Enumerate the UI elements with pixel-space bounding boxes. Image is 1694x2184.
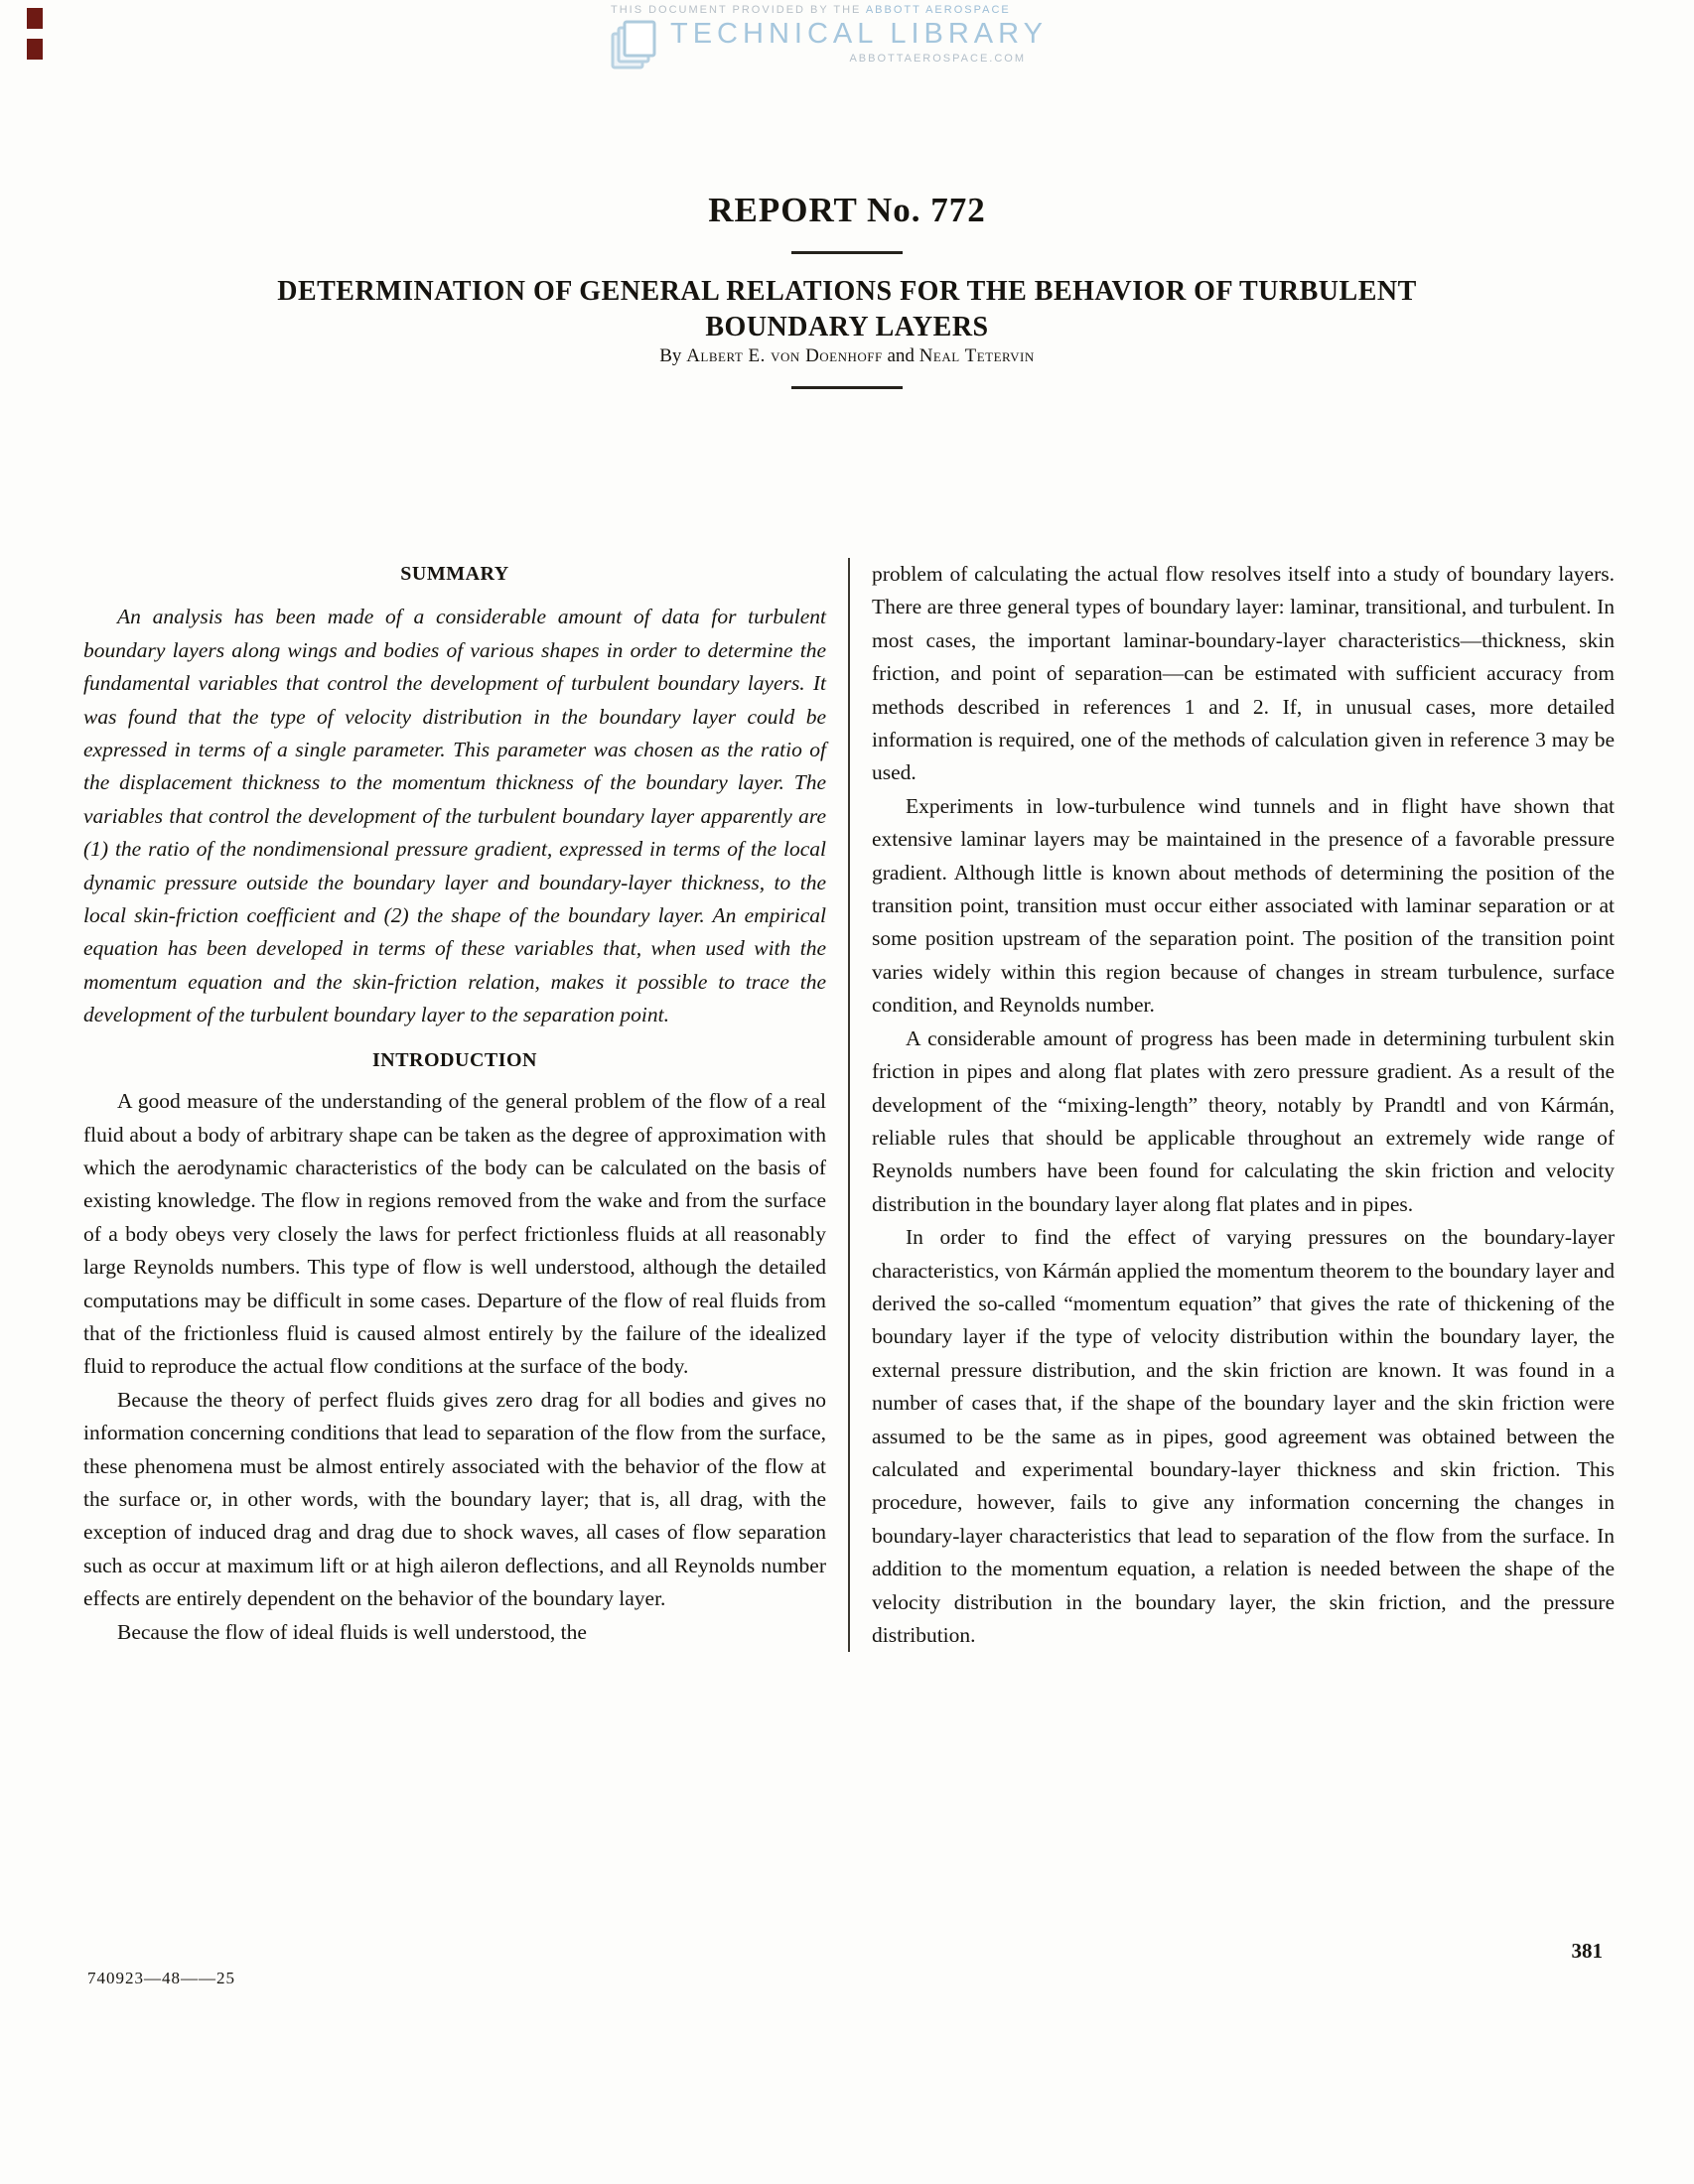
logo-provided-prefix: THIS DOCUMENT PROVIDED BY THE <box>611 4 862 16</box>
body-columns <box>83 558 1615 1652</box>
body-paragraph: In order to find the effect of varying pressures on the boundary-layer characteristics, von Kármán applied the momentum theorem to the boundary layer and derived the so-called “momentum equation” that gives the rate of thickening of the boundary layer if the type of velocity distribution within the boundary layer, the external pressure distribution, and the skin friction are known. It was found in a number of cases that, if the shape of the boundary layer and the skin friction were assumed to be the same as in pipes, good agreement was obtained between the calculated and experimental boundary-layer thickness and skin friction. This procedure, however, fails to give any information concerning the changes in boundary-layer characteristics that lead to separation of the flow from the surface. In addition to the momentum equation, a relation is needed between the shape of the velocity distribution in the boundary layer, the skin friction, and the pressure distribution. <box>872 1225 1615 1647</box>
report-number: REPORT No. 772 <box>708 191 986 229</box>
left-column <box>83 558 826 1652</box>
scan-artifact <box>27 8 43 29</box>
author-1: Albert E. von Doenhoff <box>686 345 883 366</box>
body-paragraph: Experiments in low-turbulence wind tunnels and in flight have shown that extensive laminar layers may be maintained in the presence of a favorable pressure gradient. Although little is known about methods of determining the position of the transition point, transition must occur either associated with laminar separation or at some position upstream of the separation point. The position of the transition point varies widely within this region because of changes in stream turbulence, surface condition, and Reynolds number. <box>872 793 1615 1018</box>
column-divider-rule <box>848 558 850 1652</box>
title-rule-bottom <box>791 386 903 389</box>
report-title: DETERMINATION OF GENERAL RELATIONS FOR THE BEHAVIOR OF TURBULENT BOUNDARY LAYERS <box>277 276 1417 342</box>
logo-website: ABBOTTAEROSPACE.COM <box>849 53 1026 65</box>
byline-conjunction: and <box>887 345 915 366</box>
summary-heading: SUMMARY <box>400 563 509 585</box>
right-column <box>872 558 1615 1652</box>
document-stack-icon <box>609 20 660 76</box>
scan-artifact <box>27 39 43 60</box>
summary-paragraph: An analysis has been made of a considerable amount of data for turbulent boundary layers along wings and bodies of various shapes in order to determine the fundamental variables that control the development of turbulent boundary layers. It was found that the type of velocity distribution in the boundary layer could be expressed in terms of a single parameter. This parameter was chosen as the ratio of the displacement thickness to the momentum thickness of the boundary layer. The variables that control the development of the turbulent boundary layer apparently are (1) the ratio of the nondimensional pressure gradient, expressed in terms of the local dynamic pressure outside the boundary layer and boundary-layer thickness, to the local skin-friction coefficient and (2) the shape of the boundary layer. An empirical equation has been developed in terms of these variables that, when used with the momentum equation and the skin-friction relation, makes it possible to trace the development of the turbulent boundary layer to the separation point. <box>83 605 826 1027</box>
introduction-heading: INTRODUCTION <box>371 1048 538 1071</box>
logo-library-title: TECHNICAL LIBRARY <box>670 18 1048 50</box>
body-paragraph: A good measure of the understanding of the general problem of the flow of a real fluid about a body of arbitrary shape can be taken as the degree of approximation with which the aerodynamic characteristics of the body can be calculated on the basis of existing knowledge. The flow in regions removed from the wake and from the surface of a body obeys very closely the laws for perfect frictionless fluids at all reasonably large Reynolds numbers. This type of flow is well understood, although the detailed computations may be difficult in some cases. Departure of the flow of real fluids from that of the frictionless fluid is caused almost entirely by the failure of the idealized fluid to reproduce the actual flow conditions at the surface of the body. <box>83 1089 826 1379</box>
logo-provided-brand: ABBOTT AEROSPACE <box>865 4 1011 16</box>
body-paragraph: Because the flow of ideal fluids is well understood, the <box>117 1619 587 1644</box>
body-paragraph: problem of calculating the actual flow resolves itself into a study of boundary layers. There are three general types of boundary layer: laminar, transitional, and turbulent. In most cases, the important laminar-boundary-layer characteristics—thickness, skin friction, and point of separation—can be estimated with sufficient accuracy from methods described in references 1 and 2. If, in unusual cases, more detailed information is required, one of the methods of calculation given in reference 3 may be used. <box>872 562 1615 785</box>
byline <box>0 345 1694 367</box>
title-rule-top <box>791 251 903 254</box>
print-code: 740923—48——25 <box>87 1969 235 1987</box>
summary-section <box>83 558 826 1032</box>
body-paragraph: A considerable amount of progress has been made in determining turbulent skin friction in pipes and along flat plates with zero pressure gradient. As a result of the development of the “mixing-length” theory, notably by Prandtl and von Kármán, reliable rules that should be applicable throughout an extremely wide range of Reynolds numbers have been found for calculating the skin friction and velocity distribution in the boundary layer along flat plates and in pipes. <box>872 1025 1615 1216</box>
body-paragraph: Because the theory of perfect fluids gives zero drag for all bodies and gives no information concerning conditions that lead to separation of the flow from the surface, these phenomena must be almost entirely associated with the behavior of the flow at the surface or, in other words, with the boundary layer; that is, all drag, with the exception of induced drag and drag due to shock waves, all cases of flow separation such as occur at maximum lift or at high aileron deflections, and all Reynolds number effects are entirely dependent on the behavior of the boundary layer. <box>83 1387 826 1611</box>
logo-provided-line <box>609 4 1085 16</box>
page-number: 381 <box>1571 1939 1603 1963</box>
author-2: Neal Tetervin <box>918 345 1035 366</box>
byline-prefix: By <box>659 345 682 366</box>
abbott-aerospace-logo <box>609 4 1085 76</box>
